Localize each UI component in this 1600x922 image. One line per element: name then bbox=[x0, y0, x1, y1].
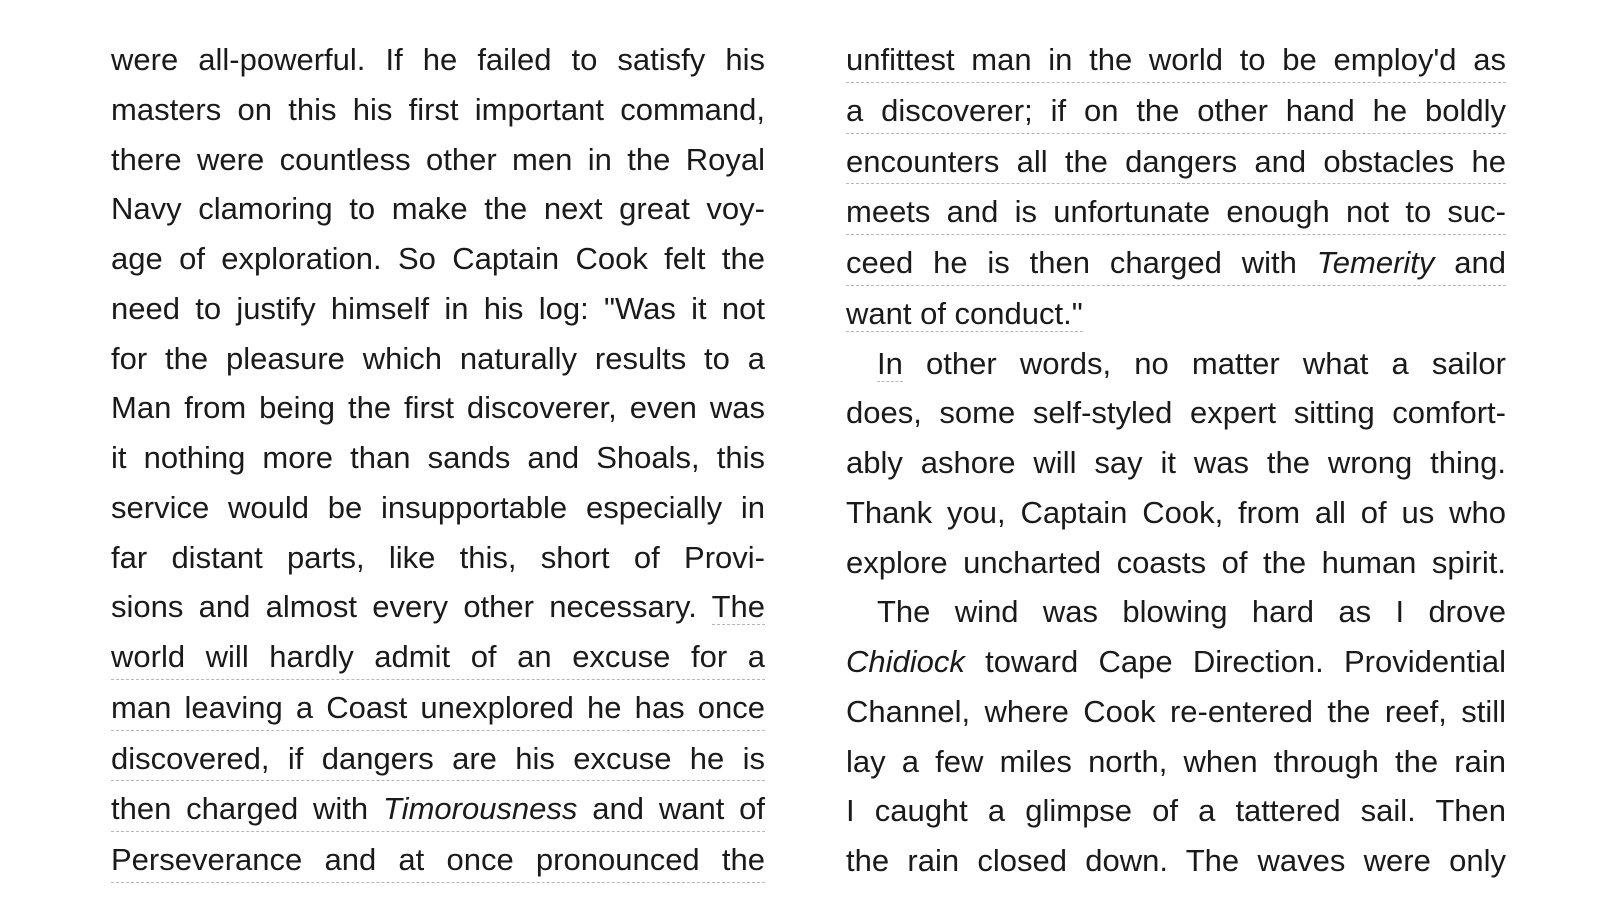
text-line bbox=[846, 336, 1506, 386]
text-line: lay a few miles north, when through the rain bbox=[846, 743, 1506, 779]
text-line: were all-powerful. If he failed to satisfy his bbox=[111, 42, 765, 77]
text-line: for the pleasure which naturally results to a bbox=[111, 340, 765, 376]
text-segment: and want of bbox=[577, 791, 765, 827]
text-line: does, some self-styled expert sitting comfort- bbox=[846, 395, 1506, 431]
text-column-right bbox=[846, 32, 1506, 883]
text-line: it nothing more than sands and Shoals, this bbox=[111, 440, 765, 475]
text-segment: toward Cape Direction. Providential bbox=[964, 644, 1506, 679]
highlighted-line[interactable]: meets and is unfortunate enough not to suc- bbox=[846, 184, 1506, 235]
highlighted-line[interactable]: world will hardly admit of an excuse for a bbox=[111, 629, 765, 680]
highlighted-line[interactable]: unfittest man in the world to be employ'd as bbox=[846, 32, 1506, 83]
text-line bbox=[846, 634, 1506, 684]
highlighted-line[interactable]: encounters all the dangers and obstacles he bbox=[846, 134, 1506, 185]
text-line: Thank you, Captain Cook, from all of us who bbox=[846, 494, 1506, 530]
text-line: need to justify himself in his log: "Was it not bbox=[111, 290, 765, 326]
highlighted-line[interactable]: man leaving a Coast unexplored he has once bbox=[111, 680, 765, 731]
text-line: I caught a glimpse of a tattered sail. Then bbox=[846, 793, 1506, 829]
text-segment: ceed he is then charged with bbox=[846, 245, 1317, 280]
text-line: Channel, where Cook re-entered the reef, still bbox=[846, 693, 1506, 729]
text-line: far distant parts, like this, short of Provi- bbox=[111, 539, 765, 575]
highlighted-word[interactable]: In bbox=[877, 345, 903, 381]
highlighted-line[interactable]: Perseverance and at once pronounced the bbox=[111, 832, 765, 883]
text-line: age of exploration. So Captain Cook felt the bbox=[111, 241, 765, 276]
italic-text: Chidiock bbox=[846, 644, 965, 679]
text-segment: and bbox=[1434, 245, 1506, 280]
text-line: the rain closed down. The waves were only bbox=[846, 843, 1506, 878]
highlighted-text[interactable]: want of conduct." bbox=[846, 295, 1083, 331]
text-line: The wind was blowing hard as I drove bbox=[877, 594, 1506, 630]
highlighted-line[interactable] bbox=[111, 781, 765, 832]
text-line: service would be insupportable especially in bbox=[111, 489, 765, 525]
text-line: Navy clamoring to make the next great voy- bbox=[111, 191, 765, 227]
text-segment: sions and almost every other necessary. bbox=[111, 589, 712, 625]
text-line: ably ashore will say it was the wrong thing. bbox=[846, 445, 1506, 480]
text-line: Man from being the first discoverer, even was bbox=[111, 390, 765, 426]
text-line bbox=[111, 579, 765, 629]
italic-text: Temerity bbox=[1316, 245, 1435, 280]
text-column-left bbox=[111, 32, 765, 883]
text-line: masters on this his first important command, bbox=[111, 91, 765, 127]
text-segment: other words, no matter what a sailor bbox=[902, 345, 1506, 381]
text-line bbox=[846, 286, 1506, 336]
highlighted-line[interactable] bbox=[846, 235, 1506, 286]
highlighted-word[interactable]: The bbox=[711, 589, 765, 625]
italic-text: Timorousness bbox=[383, 791, 578, 827]
text-line: explore uncharted coasts of the human spirit. bbox=[846, 544, 1506, 580]
text-line: there were countless other men in the Royal bbox=[111, 141, 765, 177]
highlighted-line[interactable]: a discoverer; if on the other hand he boldly bbox=[846, 83, 1506, 134]
text-segment: then charged with bbox=[111, 791, 384, 827]
highlighted-line[interactable]: discovered, if dangers are his excuse he is bbox=[111, 731, 765, 782]
